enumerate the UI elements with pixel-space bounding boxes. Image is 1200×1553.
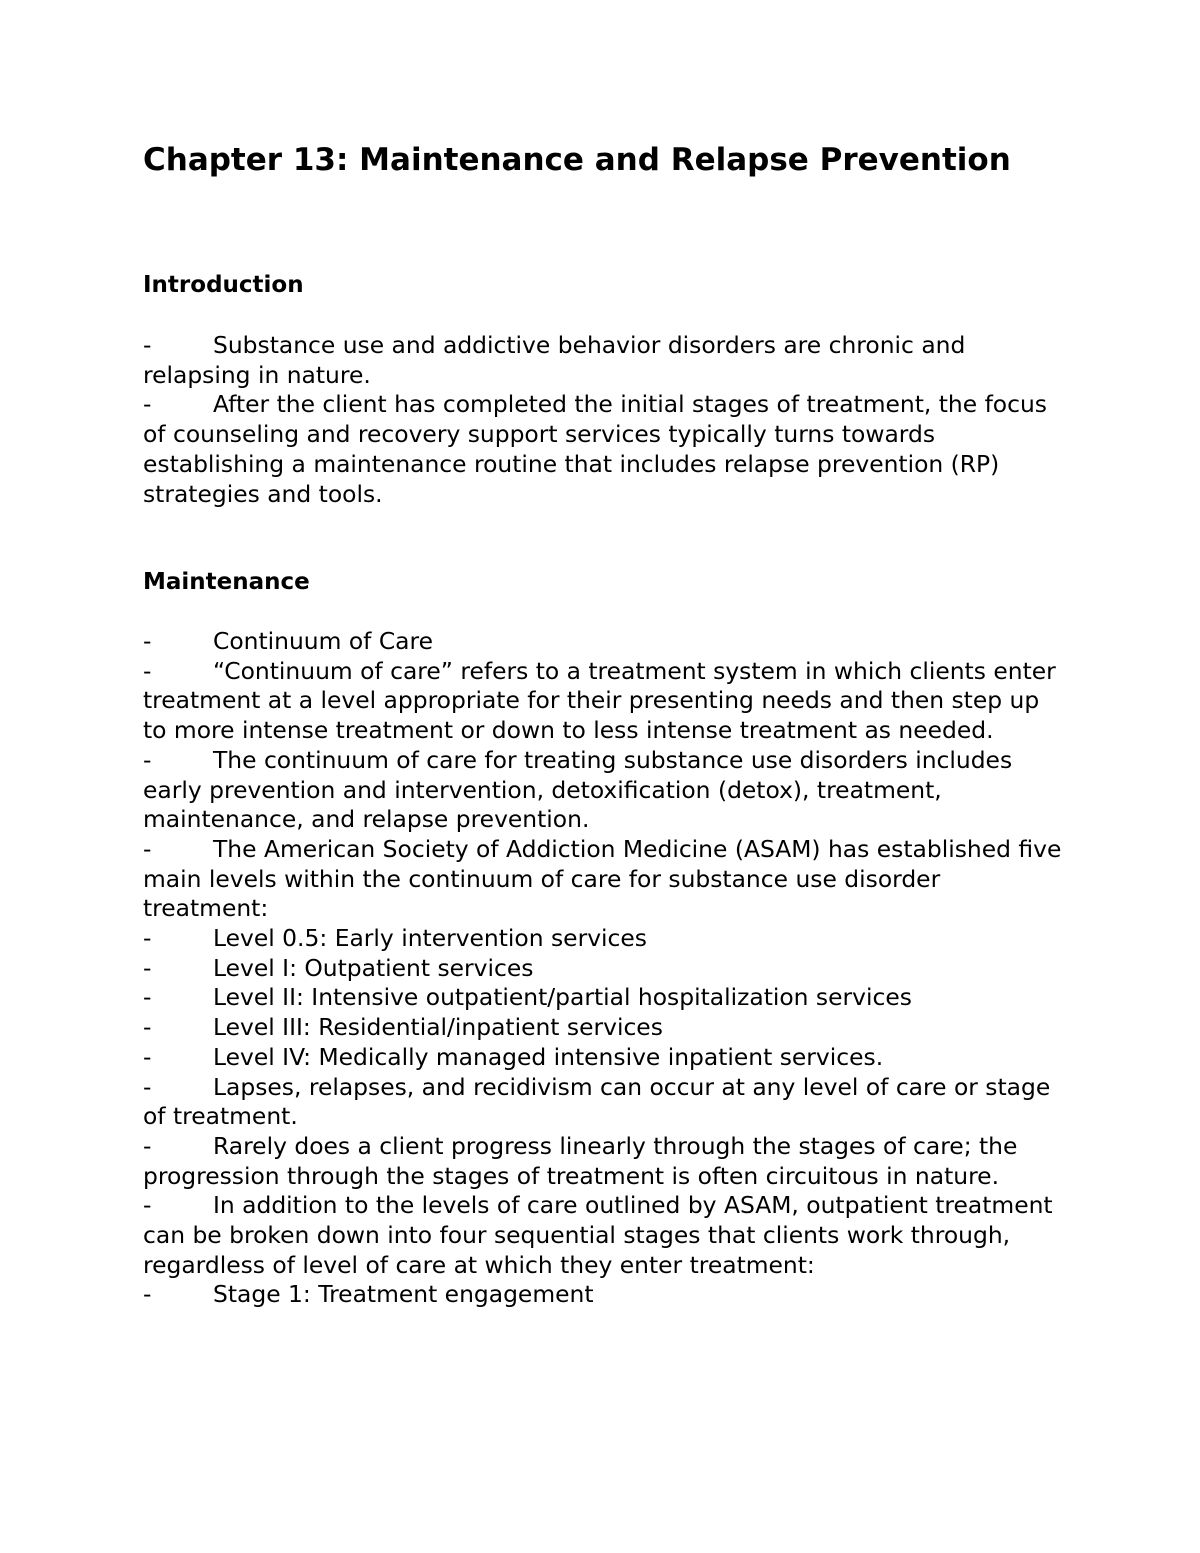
list-item-text: The American Society of Addiction Medicine (ASAM) has established five main levels within the continuum of care for substance use disorder treatment: [143, 834, 1062, 923]
list-item-text: Level 0.5: Early intervention services [213, 924, 647, 953]
bullet-dash: - [143, 1072, 152, 1101]
list-item-text: The continuum of care for treating substance use disorders includes early prevention and intervention, detoxification (detox), treatment, maintenance, and relapse prevention. [143, 745, 1013, 834]
bullet-dash: - [143, 627, 152, 655]
list-item-text: Rarely does a client progress linearly through the stages of care; the progression through the stages of treatment is often circuitous in nature. [143, 1131, 1018, 1190]
list-item [143, 924, 1068, 954]
list-item [143, 1191, 1068, 1280]
bullet-dash: - [143, 1013, 152, 1042]
maintenance-bullet-list [143, 627, 1068, 1310]
list-item-text: Level IV: Medically managed intensive inpatient services. [213, 1042, 884, 1071]
list-item-text: In addition to the levels of care outlined by ASAM, outpatient treatment can be broken down into four sequential stages that clients work through, regardless of level of care at which they enter treatment: [143, 1191, 1053, 1279]
bullet-dash: - [143, 1131, 152, 1160]
bullet-dash: - [143, 1191, 152, 1220]
bullet-dash: - [143, 1042, 152, 1071]
list-item [143, 627, 1068, 657]
list-item [143, 657, 1068, 746]
list-item [143, 746, 1068, 835]
list-item-text: Level I: Outpatient services [213, 953, 534, 982]
list-item-text: Level II: Intensive outpatient/partial hospitalization services [213, 983, 912, 1012]
list-item [143, 331, 1068, 390]
section-heading-maintenance: Maintenance [143, 569, 310, 595]
bullet-dash: - [143, 1280, 152, 1309]
list-item [143, 835, 1068, 924]
list-item [143, 1280, 1068, 1310]
bullet-dash: - [143, 834, 152, 863]
list-item-text: After the client has completed the initial stages of treatment, the focus of counseling and recovery support services typically turns towards establishing a maintenance routine that includes relapse prevention (RP) strategies and tools. [143, 390, 1047, 508]
list-item-text: Substance use and addictive behavior disorders are chronic and relapsing in nature. [143, 331, 966, 389]
bullet-dash: - [143, 390, 152, 419]
list-item [143, 954, 1068, 984]
bullet-dash: - [143, 983, 152, 1012]
list-item [143, 1073, 1068, 1132]
page-title: Chapter 13: Maintenance and Relapse Prevention [143, 142, 1011, 178]
list-item [143, 1013, 1068, 1043]
bullet-dash: - [143, 331, 152, 359]
bullet-dash: - [143, 953, 152, 982]
list-item [143, 983, 1068, 1013]
bullet-dash: - [143, 924, 152, 953]
bullet-dash: - [143, 656, 152, 685]
section-heading-introduction: Introduction [143, 272, 304, 298]
list-item-text: Stage 1: Treatment engagement [213, 1280, 594, 1309]
list-item-text: “Continuum of care” refers to a treatment system in which clients enter treatment at a level appropriate for their presenting needs and then step up to more intense treatment or down to less intense treatment as needed. [143, 656, 1056, 745]
list-item-text: Continuum of Care [213, 627, 433, 655]
list-item [143, 390, 1068, 509]
list-item-text: Level III: Residential/inpatient services [213, 1013, 663, 1042]
introduction-bullet-list [143, 331, 1068, 509]
bullet-dash: - [143, 745, 152, 774]
list-item [143, 1043, 1068, 1073]
list-item-text: Lapses, relapses, and recidivism can occur at any level of care or stage of treatment. [143, 1072, 1051, 1131]
list-item [143, 1132, 1068, 1191]
